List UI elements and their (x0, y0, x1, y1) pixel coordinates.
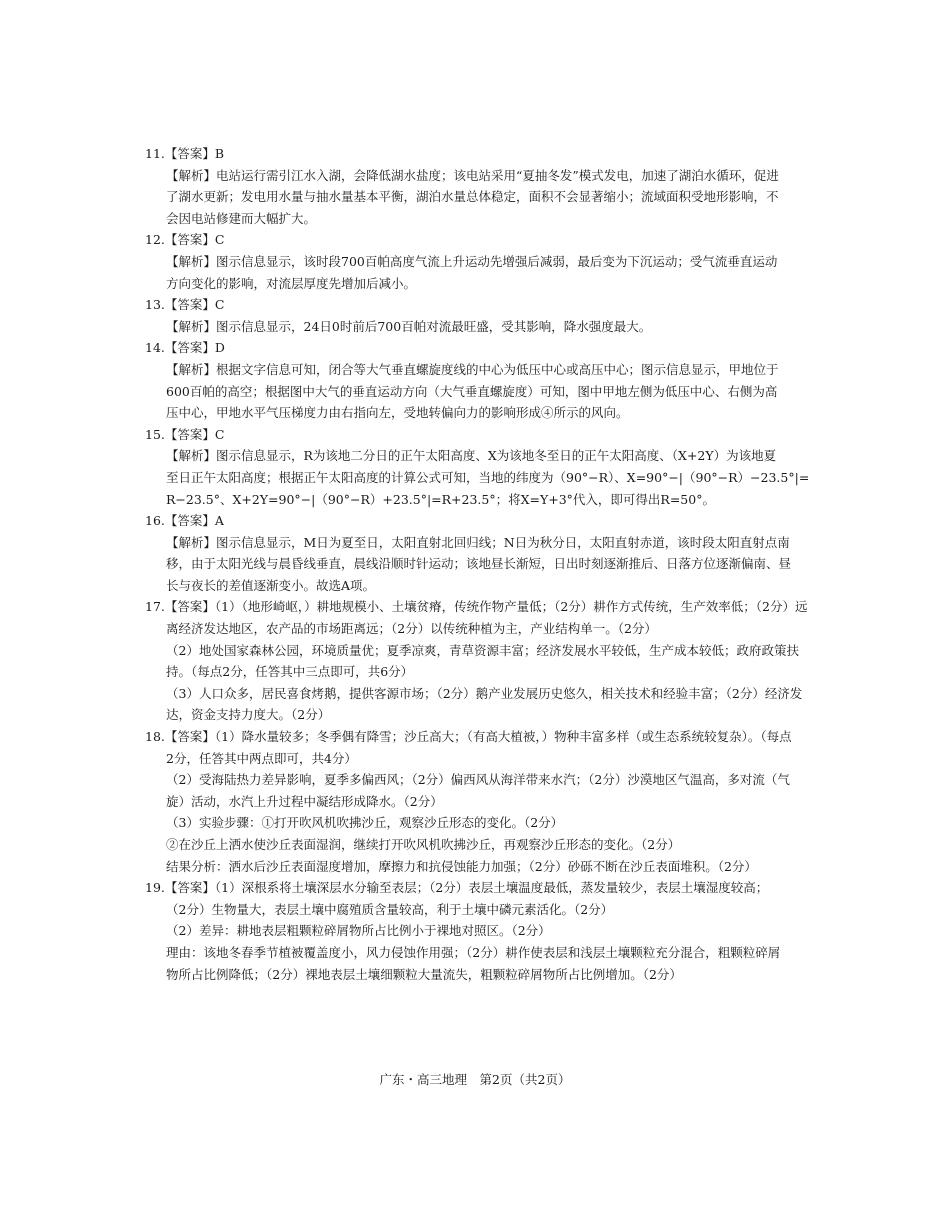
analysis-line: 600百帕的高空；根据图中大气的垂直运动方向（大气垂直螺旋度）可知，图中甲地左侧为低压中心、右侧为高 (166, 383, 778, 399)
page-footer: 广东・高三地理 第2页（共2页） (379, 1072, 571, 1087)
answer-line: 18.【答案】（1）降水量较多；冬季偶有降雪；沙丘高大；（有高大植被，）物种丰富多样（或生态系统较复杂）。（每点 (145, 729, 792, 745)
answer-text-line: 物所占比例降低；（2分）裸地表层土壤细颗粒大量流失，粗颗粒碎屑物所占比例增加。（2分） (166, 966, 682, 982)
question-11 (145, 143, 810, 229)
answer-text-line: （3）实验步骤：①打开吹风机吹拂沙丘，观察沙丘形态的变化。（2分） (166, 815, 564, 831)
answer-line: 15.【答案】C (145, 426, 225, 442)
answer-text-line: （2）受海陆热力差异影响，夏季多偏西风；（2分）偏西风从海洋带来水汽；（2分）沙漠地区气温高，多对流（气 (166, 772, 790, 788)
question-19 (145, 877, 810, 985)
answer-line: 17.【答案】（1）（地形崎岖，）耕地规模小、土壤贫瘠，传统作物产量低；（2分）耕作方式传统，生产效率低；（2分）远 (145, 599, 808, 615)
answer-line: 14.【答案】D (145, 340, 225, 356)
question-18 (145, 726, 810, 877)
answer-text-line: 旋）活动，水汽上升过程中凝结形成降水。（2分） (166, 793, 443, 809)
question-14 (145, 337, 810, 423)
question-12 (145, 229, 810, 294)
analysis-line: 【解析】根据文字信息可知，闭合等大气垂直螺旋度线的中心为低压中心或高压中心；图示信息显示，甲地位于 (166, 361, 779, 377)
answer-text-line: （2）差异：耕地表层粗颗粒碎屑物所占比例小于裸地对照区。（2分） (166, 923, 551, 939)
analysis-line: 压中心，甲地水平气压梯度力由右指向左，受地转偏向力的影响形成④所示的风向。 (166, 405, 629, 421)
analysis-line: 长与夜长的差值逐渐变小。故选A项。 (166, 577, 376, 593)
answer-line: 13.【答案】C (145, 297, 225, 313)
answer-text-line: 理由：该地冬春季节植被覆盖度小，风力侵蚀作用强；（2分）耕作使表层和浅层土壤颗粒充分混合，粗颗粒碎屑 (166, 944, 781, 960)
question-17 (145, 596, 810, 726)
analysis-line: 【解析】图示信息显示，24日0时前后700百帕对流最旺盛，受其影响，降水强度最大。 (166, 318, 652, 334)
answer-text-line: 2分，任答其中两点即可，共4分） (166, 750, 357, 766)
answer-text-line: 结果分析：洒水后沙丘表面湿度增加，摩擦力和抗侵蚀能力加强；（2分）砂砾不断在沙丘表面堆积。（2分） (166, 858, 757, 874)
answer-text-line: 持。（每点2分，任答其中三点即可，共6分） (166, 664, 414, 680)
analysis-line: 至日正午太阳高度；根据正午太阳高度的计算公式可知，当地的纬度为（90°−R）、X=90°−|（90°−R）−23.5°|= (166, 469, 810, 485)
analysis-line: R−23.5°、X+2Y=90°−|（90°−R）+23.5°|=R+23.5°；将X=Y+3°代入，即可得出R=50°。 (166, 491, 715, 507)
question-16 (145, 510, 810, 596)
question-13 (145, 294, 810, 337)
analysis-line: 【解析】图示信息显示，R为该地二分日的正午太阳高度、X为该地冬至日的正午太阳高度、（X+2Y）为该地夏 (166, 448, 777, 464)
answer-text-line: （2）地处国家森林公园，环境质量优；夏季凉爽，青草资源丰富；经济发展水平较低，生产成本较低；政府政策扶 (166, 642, 799, 658)
question-15 (145, 424, 810, 510)
analysis-line: 了湖水更新；发电用水量与抽水量基本平衡，湖泊水量总体稳定，面积不会显著缩小；流域面积受地形影响，不 (166, 189, 779, 205)
answer-content (145, 143, 810, 985)
answer-text-line: ②在沙丘上洒水使沙丘表面湿润，继续打开吹风机吹拂沙丘，再观察沙丘形态的变化。（2分） (166, 837, 681, 852)
analysis-line: 会因电站修建而大幅扩大。 (166, 210, 317, 226)
answer-text-line: （2分）生物量大，表层土壤中腐殖质含量较高，利于土壤中磷元素活化。（2分） (166, 901, 614, 917)
analysis-line: 【解析】电站运行需引江水入湖，会降低湖水盐度；该电站采用“夏抽冬发”模式发电，加速了湖泊水循环，促进 (166, 167, 779, 183)
analysis-line: 【解析】图示信息显示，M日为夏至日，太阳直射北回归线；N日为秋分日，太阳直射赤道，该时段太阳直射点南 (166, 534, 790, 550)
answer-line: 11.【答案】B (145, 146, 225, 161)
analysis-line: 【解析】图示信息显示，该时段700百帕高度气流上升运动先增强后减弱，最后变为下沉运动；受气流垂直运动 (166, 253, 778, 269)
analysis-line: 方向变化的影响，对流层厚度先增加后减小。 (166, 275, 417, 291)
analysis-line: 移，由于太阳光线与晨昏线垂直，晨线沿顺时针运动；该地昼长渐短，日出时刻逐渐推后、日落方位逐渐偏南、昼 (166, 556, 792, 572)
answer-line: 19.【答案】（1）深根系将土壤深层水分输至表层；（2分）表层土壤温度最低，蒸发量较少，表层土壤湿度较高； (145, 880, 769, 896)
answer-text-line: （3）人口众多，居民喜食烤鹅，提供客源市场；（2分）鹅产业发展历史悠久，相关技术和经验丰富；（2分）经济发 (166, 685, 803, 701)
answer-line: 16.【答案】A (145, 513, 224, 529)
answer-text-line: 离经济发达地区，农产品的市场距离远；（2分）以传统种植为主，产业结构单一。（2分） (166, 621, 657, 637)
answer-text-line: 达，资金支持力度大。（2分） (166, 707, 331, 723)
answer-line: 12.【答案】C (145, 232, 225, 248)
